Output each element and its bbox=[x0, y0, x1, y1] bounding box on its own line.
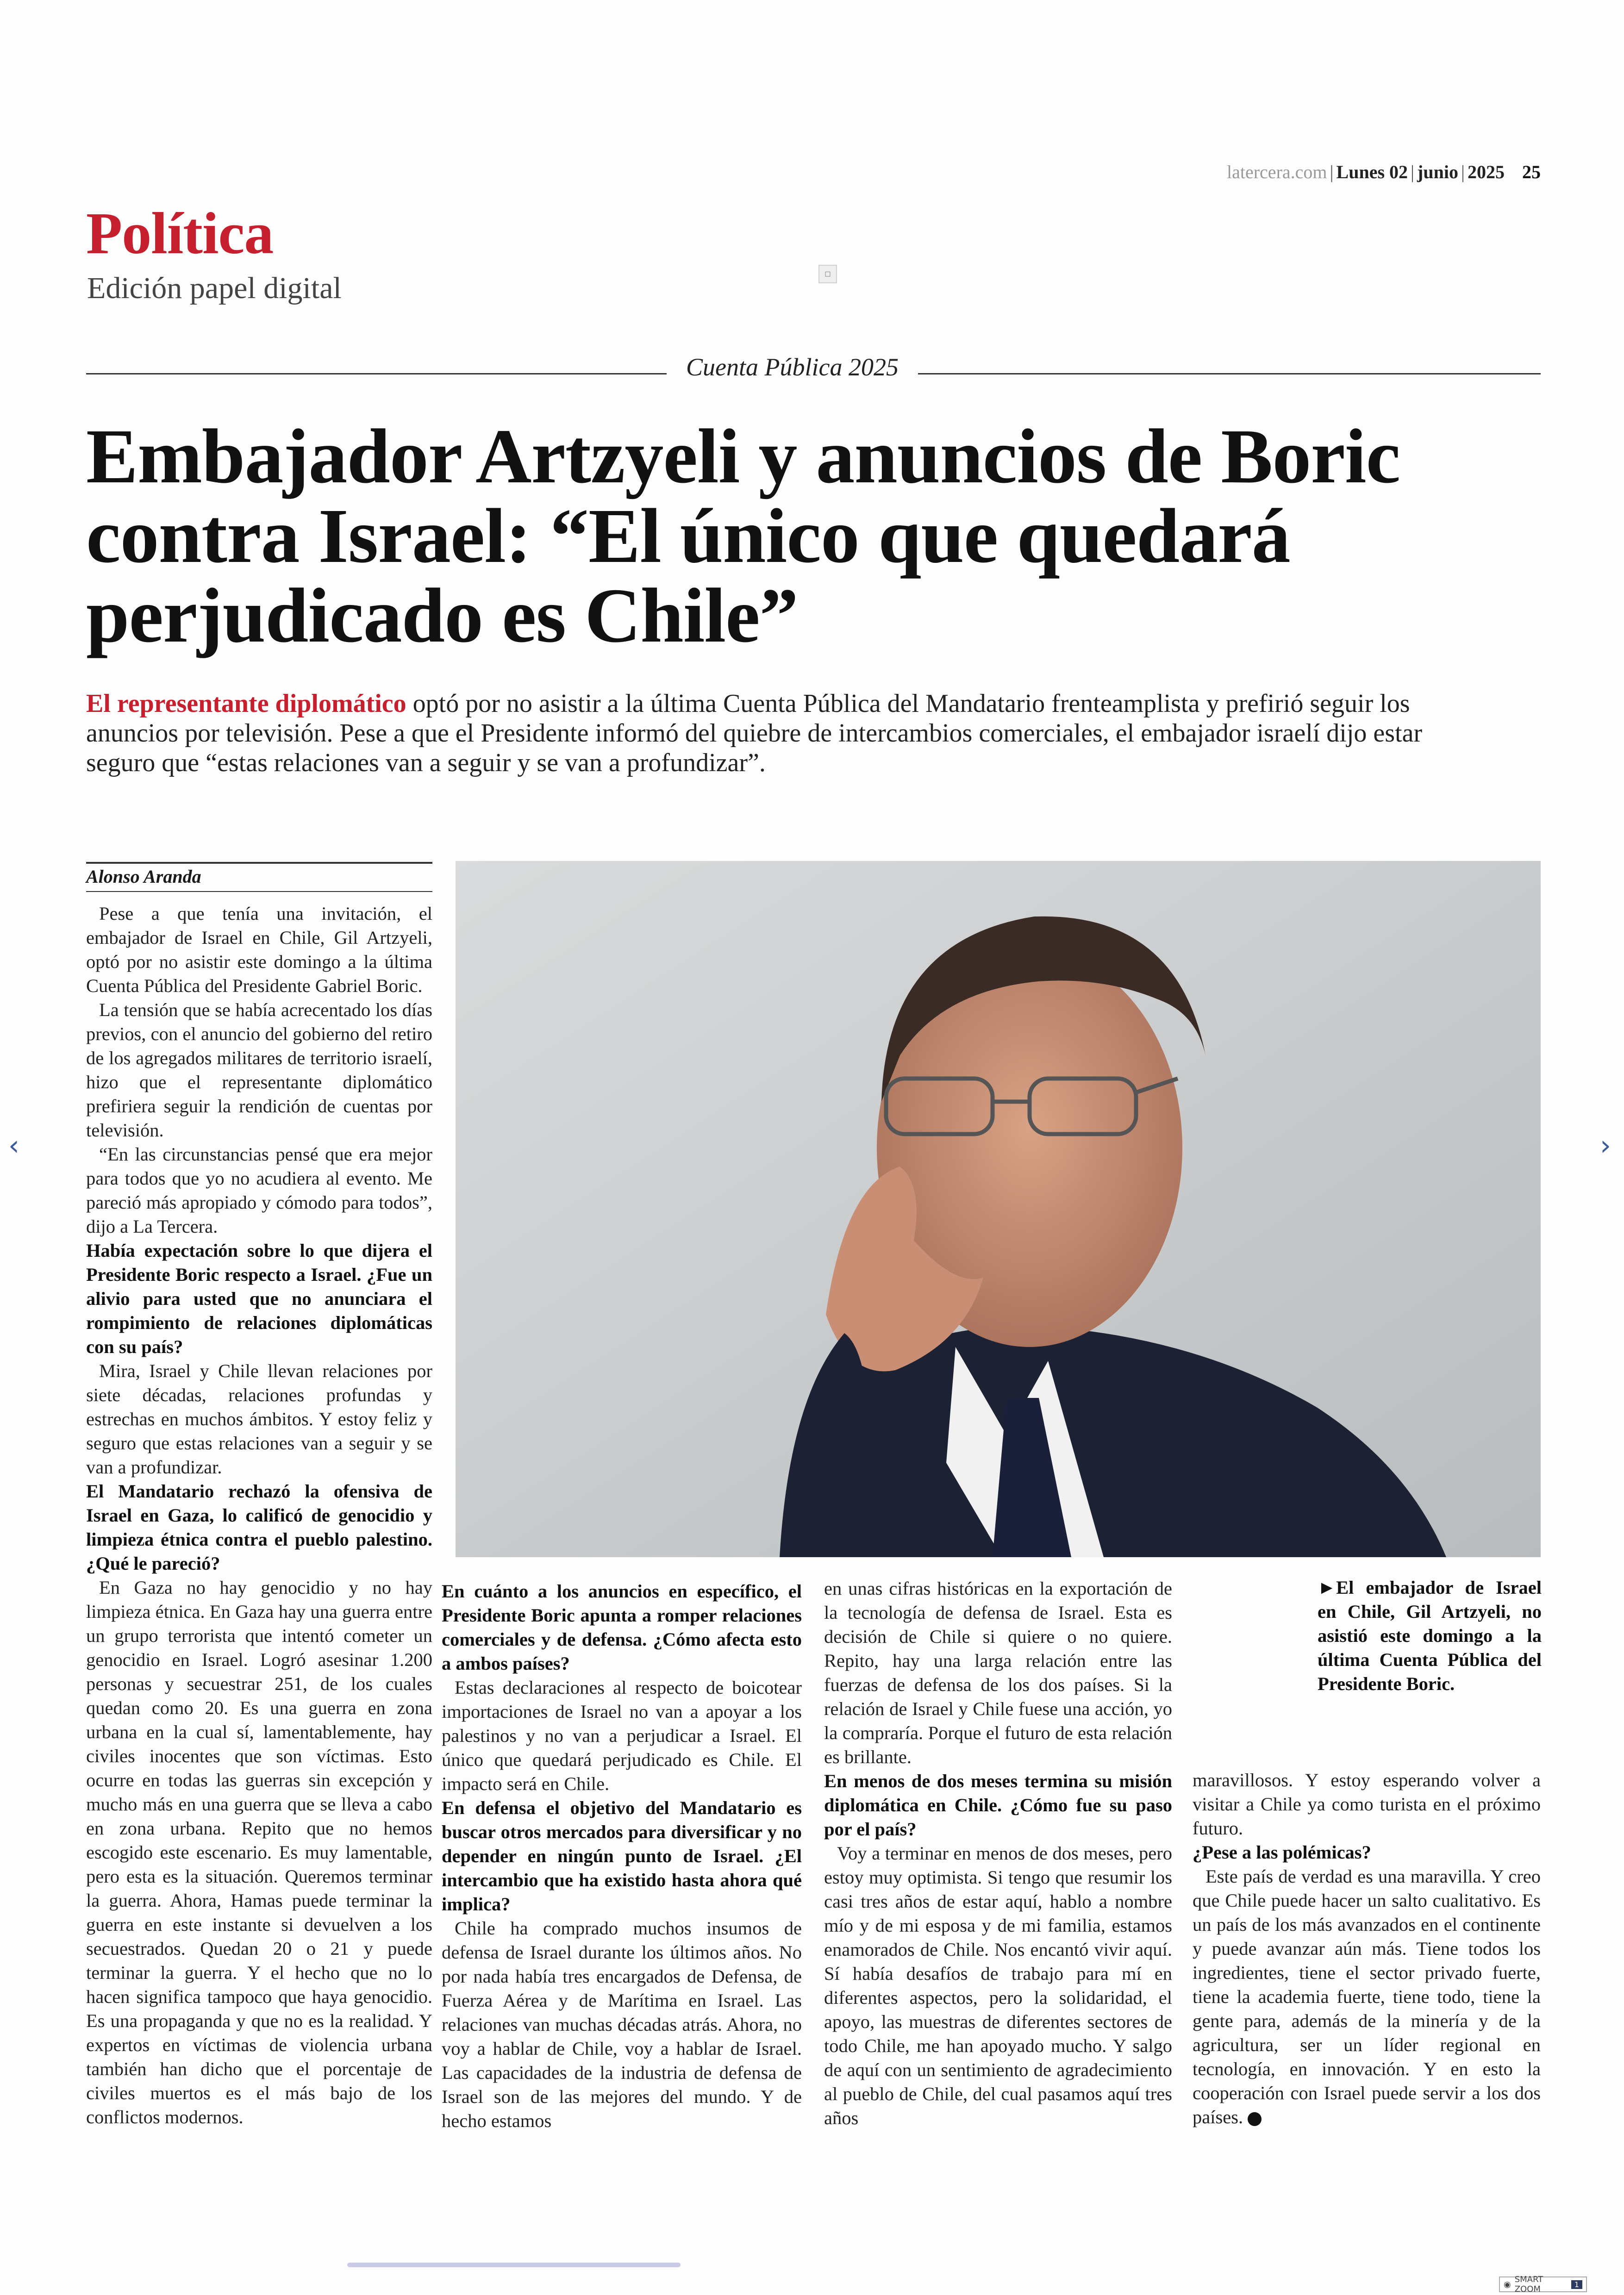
interview-question: ¿Pese a las polémicas? bbox=[1193, 1842, 1371, 1863]
article-column-2 bbox=[442, 1579, 802, 2133]
headline: Embajador Artzyeli y anuncios de Boric contra Israel: “El único que quedará perjudicado es Chile” bbox=[86, 413, 1400, 659]
article-column-1 bbox=[86, 902, 432, 2129]
article-column-3 bbox=[824, 1577, 1172, 2130]
smart-zoom-page: 1 bbox=[1571, 2280, 1582, 2289]
eye-icon: ◉ bbox=[1504, 2279, 1511, 2289]
smart-zoom-button[interactable] bbox=[1499, 2276, 1587, 2292]
paragraph: La tensión que se había acrecentado los días previos, con el anuncio del gobierno del retiro de los agregados militares de territorio israelí, hizo que el representante diplomático prefiriera seguir la rendición de cuentas por televisión. bbox=[86, 999, 432, 1141]
section-subtitle: Edición papel digital bbox=[87, 271, 342, 305]
article-photo bbox=[456, 861, 1541, 1557]
paragraph-final bbox=[1193, 1865, 1541, 2129]
site-name[interactable]: latercera.com bbox=[1227, 162, 1327, 182]
paragraph: Voy a terminar en menos de dos meses, pero estoy muy optimista. Si tengo que resumir los casi tres años de estar aquí, hablo a nombre mío y de mi esposa y de mi familia, estamos enamorados de Chile. Nos encantó vivir aquí. Sí había desafíos de trabajo para mí en diferentes aspectos, pero la solidaridad, el apoyo, las muestras de diferentes sectores de todo Chile, me han apoyado mucho. Y salgo de aquí con un sentimiento de agradecimiento al pueblo de Chile, del cual pasamos aquí tres años bbox=[824, 1843, 1172, 2128]
page-number: 25 bbox=[1522, 162, 1541, 182]
interview-question: El Mandatario rechazó la ofensiva de Israel en Gaza, lo calificó de genocidio y limpieza étnica contra el pueblo palestino. ¿Qué le pareció? bbox=[86, 1481, 432, 1574]
interview-question: En menos de dos meses termina su misión diplomática en Chile. ¿Cómo fue su paso por el país? bbox=[824, 1771, 1172, 1840]
kicker: Cuenta Pública 2025 bbox=[667, 353, 918, 381]
chevron-right-icon: › bbox=[1600, 1129, 1611, 1162]
section-title: Política bbox=[86, 200, 274, 266]
paragraph-continued: en unas cifras históricas en la exportación de la tecnología de defensa de Israel. Esta es decisión de Chile si quiere o no quiere. Repito, hay una larga relación entre las fuerzas de defensa de los dos países. Si la relación de Israel y Chile fuese una acción, yo la compraría. Porque el futuro de esta relación es brillante. bbox=[824, 1578, 1172, 1767]
horizontal-scrollbar[interactable] bbox=[347, 2263, 681, 2267]
byline: Alonso Aranda bbox=[86, 866, 432, 892]
paragraph-continued: maravillosos. Y estoy esperando volver a visitar a Chile ya como turista en el próximo futuro. bbox=[1193, 1770, 1541, 1839]
next-page-button[interactable] bbox=[1600, 1129, 1611, 1162]
lede bbox=[86, 689, 1475, 778]
date-year: 2025 bbox=[1468, 162, 1505, 182]
end-mark-icon bbox=[1248, 2112, 1262, 2126]
portrait-illustration bbox=[456, 861, 1541, 1557]
paragraph: Chile ha comprado muchos insumos de defensa de Israel durante los últimos años. No por nada había tres encargados de Defensa, de Fuerza Aérea y de Marítima en Israel. Las relaciones van muchas décadas atrás. Ahora, no voy a hablar de Chile, voy a hablar de Israel. Las capacidades de la industria de defensa de Israel son de las mejores del mundo. Y de hecho estamos bbox=[442, 1918, 802, 2131]
chevron-left-icon: ‹ bbox=[8, 1129, 19, 1162]
paragraph: Pese a que tenía una invitación, el embajador de Israel en Chile, Gil Artzyeli, optó por no asistir este domingo a la última Cuenta Pública del Presidente Gabriel Boric. bbox=[86, 903, 432, 996]
byline-rule bbox=[86, 862, 432, 864]
date-day: Lunes 02 bbox=[1336, 162, 1408, 182]
paragraph: Estas declaraciones al respecto de boicotear importaciones de Israel no van a apoyar a los palestinos y no van a perjudicar a Israel. El único que quedará perjudicado es Chile. El impacto será en Chile. bbox=[442, 1677, 802, 1794]
paragraph: Mira, Israel y Chile llevan relaciones por siete décadas, relaciones profundas y estrechas en muchos ámbitos. Y estoy feliz y seguro que estas relaciones van a seguir y se van a profundizar. bbox=[86, 1360, 432, 1478]
photo-caption: ►El embajador de Israel en Chile, Gil Artzyeli, no asistió este domingo a la última Cuenta Pública del Presidente Boric. bbox=[1318, 1577, 1542, 1694]
masthead: latercera.com | Lunes 02 | junio | 2025 25 bbox=[1227, 162, 1541, 182]
paragraph: En Gaza no hay genocidio y no hay limpieza étnica. En Gaza hay una guerra entre un grupo terrorista que intentó cometer un genocidio en Israel. Logró asesinar 1.200 personas y secuestrar 251, de los cuales quedan como 20. Es una guerra en zona urbana en la cual sí, lamentablemente, hay civiles inocentes que son víctimas. Esto ocurre en todas las guerras sin excepción y mucho más en una guerra que se lleva a cabo en zona urbana. Repito que no hemos escogido este escenario. Es muy lamentable, pero esta es la situación. Queremos terminar la guerra. Ahora, Hamas puede terminar la guerra en este instante si devuelven a los secuestrados. Quedan 20 o 21 y puede terminar la guerra. Y el hecho que no lo hacen significa tampoco que haya genocidio. Es una propaganda y que no es la realidad. Y expertos en víctimas de violencia urbana también han dicho que el porcentaje de civiles muertos es el más bajo de los conflictos modernos. bbox=[86, 1577, 432, 2127]
interview-question: En defensa el objetivo del Mandatario es buscar otros mercados para diversificar y no depender en ningún punto de Israel. ¿El intercambio que ha existido hasta ahora qué implica? bbox=[442, 1797, 802, 1915]
interview-question: En cuánto a los anuncios en específico, el Presidente Boric apunta a romper relaciones comerciales y de defensa. ¿Cómo afecta esto a ambos países? bbox=[442, 1581, 802, 1674]
paragraph: “En las circunstancias pensé que era mejor para todos que yo no acudiera al evento. Me pareció más apropiado y cómodo para todos”, dijo a La Tercera. bbox=[86, 1144, 432, 1237]
article-column-4 bbox=[1193, 1768, 1541, 2129]
smart-zoom-label: SMART ZOOM bbox=[1514, 2275, 1543, 2294]
prev-page-button[interactable] bbox=[8, 1129, 19, 1162]
paragraph-final-text: Este país de verdad es una maravilla. Y creo que Chile puede hacer un salto cualitativo. Es un país de los más avanzados en el continente y puede avanzar aún más. Tiene todos los ingredientes, tiene el sector privado fuerte, tiene la academia fuerte, tiene todo, tiene la gente para, además de la minería y de la agricultura, ser un líder regional en tecnología, en innovación. Y en esto la cooperación con Israel puede servir a los dos países. bbox=[1193, 1866, 1541, 2127]
interview-question: Había expectación sobre lo que dijera el Presidente Boric respecto a Israel. ¿Fue un alivio para usted que no anunciara el rompimiento de relaciones diplomáticas con su país? bbox=[86, 1240, 432, 1357]
image-placeholder-icon: ▫ bbox=[818, 265, 837, 283]
lede-text: optó por no asistir a la última Cuenta Pública del Mandatario frenteamplista y prefirió seguir los anuncios por televisión. Pese a que el Presidente informó del quiebre de intercambios comerciales, el embajador israelí dijo estar seguro que “estas relaciones van a seguir y se van a profundizar”. bbox=[86, 689, 1423, 777]
lede-highlight: El representante diplomático bbox=[86, 689, 406, 718]
date-month: junio bbox=[1417, 162, 1458, 182]
